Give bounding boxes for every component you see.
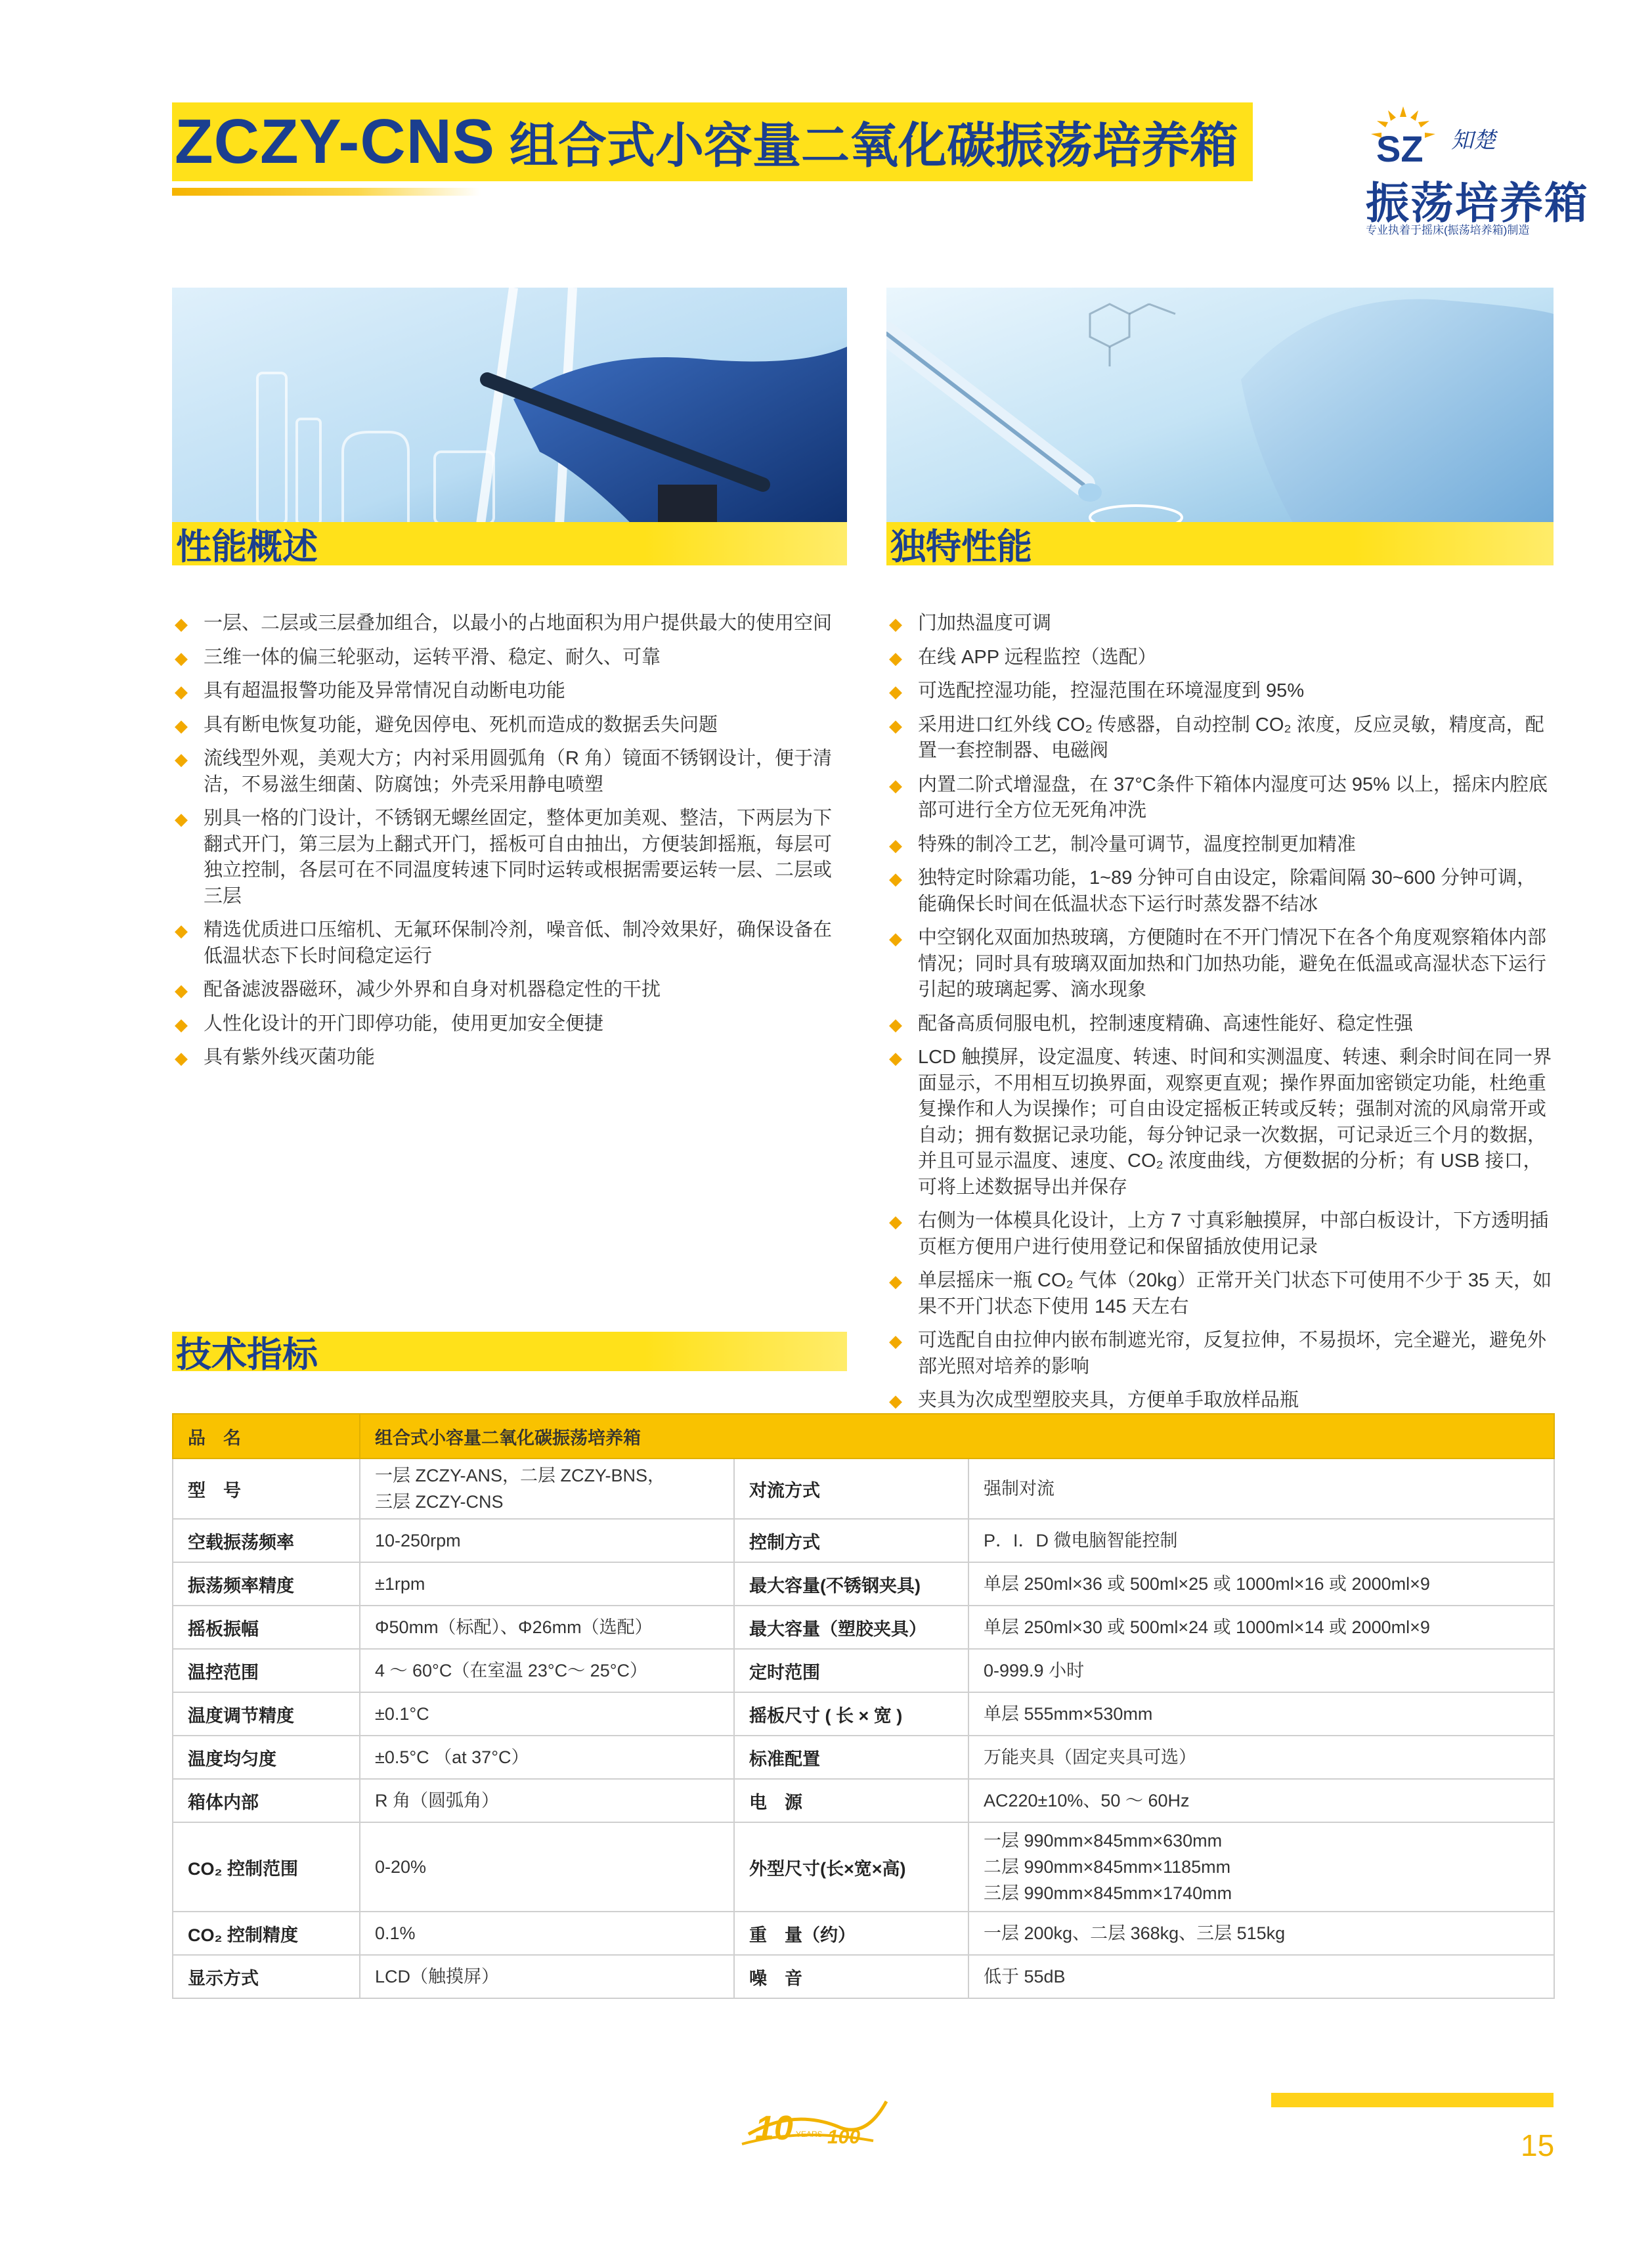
spec-value <box>360 1692 734 1736</box>
list-item <box>172 917 848 969</box>
list-item-text: 单层摇床一瓶 CO₂ 气体（20kg）正常开关门状态下可使用不少于 35 天，如果不开门状态下使用 145 天左右 <box>918 1270 1552 1317</box>
diamond-icon: ◆ <box>175 647 188 668</box>
diamond-icon: ◆ <box>175 1014 188 1034</box>
table-row <box>173 1912 1554 1955</box>
diamond-icon: ◆ <box>889 682 902 701</box>
spec-label: 外型尺寸(长×宽×高) <box>734 1822 968 1912</box>
diamond-icon: ◆ <box>889 1271 902 1291</box>
diamond-icon: ◆ <box>175 809 188 829</box>
unique-list <box>886 611 1554 1422</box>
diamond-icon: ◆ <box>175 715 188 735</box>
list-item-text: 采用进口红外线 CO₂ 传感器，自动控制 CO₂ 浓度，反应灵敏，精度高，配置一套控制器、电磁阀 <box>918 714 1544 761</box>
spec-value <box>968 1649 1554 1692</box>
table-row <box>173 1692 1554 1736</box>
brand-logo <box>1353 99 1589 236</box>
list-item-text: 配备滤波器磁环，减少外界和自身对机器稳定性的干扰 <box>204 979 661 1000</box>
list-item-text: 具有超温报警功能及异常情况自动断电功能 <box>204 680 566 701</box>
spec-value-line: 三层 ZCZY-CNS <box>375 1492 504 1512</box>
list-item-text: 精选优质进口压缩机、无氟环保制冷剂，噪音低、制冷效果好，确保设备在低温状态下长时间稳定运行 <box>204 919 833 967</box>
spec-label: 显示方式 <box>173 1955 360 1998</box>
list-item-text: 内置二阶式增湿盘，在 37°C条件下箱体内湿度可达 95% 以上，摇床内腔底部可进行全方位无死角冲洗 <box>918 774 1548 821</box>
spec-value <box>360 1649 734 1692</box>
section-title-performance: 性能概述 <box>176 527 318 567</box>
diamond-icon: ◆ <box>889 835 902 855</box>
anniversary-logo-icon <box>735 2088 893 2160</box>
section-header-spec <box>172 1332 847 1374</box>
spec-value <box>968 1736 1554 1779</box>
table-header-row <box>173 1414 1554 1458</box>
spec-value-line: 一层 ZCZY-ANS，二层 ZCZY-BNS， <box>375 1466 666 1485</box>
list-item-text: 配备高质伺服电机，控制速度精确、高速性能好、稳定性强 <box>918 1013 1414 1034</box>
page-number: 15 <box>1521 2128 1555 2162</box>
spec-label: CO₂ 控制范围 <box>173 1822 360 1912</box>
list-item-text: 别具一格的门设计，不锈钢无螺丝固定，整体更加美观、整洁，下两层为下翻式开门，第三层为上翻式开门，摇板可自由抽出，方便装卸摇瓶，每层可独立控制，各层可在不同温度转速下同时运转或根据需要运转一层、二层或三层 <box>204 808 833 907</box>
diamond-icon: ◆ <box>889 1048 902 1068</box>
list-item-text: 可选配控湿功能，控湿范围在环境湿度到 95% <box>918 680 1305 701</box>
spec-label: 噪 音 <box>734 1955 968 1998</box>
title-underline <box>172 188 481 196</box>
section-header-unique <box>886 522 1554 565</box>
spec-label: 标准配置 <box>734 1736 968 1779</box>
spec-value-line: AC220±10%、50 ～ 60Hz <box>984 1791 1190 1810</box>
diamond-icon: ◆ <box>889 775 902 795</box>
spec-value-line: ±0.1°C <box>375 1704 429 1724</box>
table-row <box>173 1955 1554 1998</box>
list-item-text: 独特定时除霜功能，1~89 分钟可自由设定，除霜间隔 30~600 分钟可调，能确保长时间在低温状态下运行时蒸发器不结冰 <box>918 867 1536 915</box>
spec-value <box>360 1458 734 1519</box>
list-item <box>172 712 848 739</box>
spec-label: 控制方式 <box>734 1519 968 1562</box>
spec-value <box>360 1606 734 1649</box>
table-row <box>173 1779 1554 1822</box>
spec-value-line: 强制对流 <box>984 1479 1054 1499</box>
list-item <box>172 1011 848 1038</box>
title-bar <box>172 102 1253 181</box>
diamond-icon: ◆ <box>889 715 902 735</box>
spec-value <box>360 1519 734 1562</box>
diamond-icon: ◆ <box>889 929 902 948</box>
spec-label: 最大容量（塑胶夹具） <box>734 1606 968 1649</box>
spec-value-line: 三层 990mm×845mm×1740mm <box>984 1883 1232 1903</box>
spec-value <box>968 1562 1554 1606</box>
list-item <box>886 1388 1554 1414</box>
list-item <box>886 611 1554 637</box>
list-item-text: 一层、二层或三层叠加组合，以最小的占地面积为用户提供最大的使用空间 <box>204 613 833 634</box>
spec-label: CO₂ 控制精度 <box>173 1912 360 1955</box>
diamond-icon: ◆ <box>175 980 188 1000</box>
list-item <box>886 832 1554 858</box>
spec-value <box>968 1822 1554 1912</box>
section-title-unique: 独特性能 <box>890 527 1032 567</box>
diamond-icon: ◆ <box>889 1331 902 1351</box>
list-item-text: 在线 APP 远程监控（选配） <box>918 646 1157 668</box>
spec-label: 摇板尺寸 ( 长 × 宽 ) <box>734 1692 968 1736</box>
list-item <box>886 1011 1554 1038</box>
spec-label: 型 号 <box>173 1458 360 1519</box>
table-row <box>173 1736 1554 1779</box>
table-row <box>173 1562 1554 1606</box>
footer-bar <box>1271 2093 1554 2107</box>
spec-value-line: P．I．D 微电脑智能控制 <box>984 1531 1178 1550</box>
spec-value-line: ±0.5°C （at 37°C） <box>375 1747 529 1767</box>
spec-value <box>360 1779 734 1822</box>
list-item-text: 特殊的制冷工艺，制冷量可调节，温度控制更加精准 <box>918 833 1357 855</box>
spec-value <box>968 1519 1554 1562</box>
list-item-text: 门加热温度可调 <box>918 613 1052 634</box>
list-item-text: 具有断电恢复功能，避免因停电、死机而造成的数据丢失问题 <box>204 714 718 735</box>
list-item <box>172 611 848 637</box>
list-item <box>886 645 1554 671</box>
brand-name: 振荡培养箱 <box>1366 179 1589 227</box>
spec-label: 对流方式 <box>734 1458 968 1519</box>
spec-value <box>968 1692 1554 1736</box>
section-header-performance <box>172 522 847 565</box>
diamond-icon: ◆ <box>175 682 188 701</box>
list-item <box>886 866 1554 917</box>
diamond-icon: ◆ <box>889 1212 902 1231</box>
list-item <box>886 712 1554 764</box>
list-item <box>886 1328 1554 1380</box>
spec-value-line: 万能夹具（固定夹具可选） <box>984 1747 1196 1767</box>
table-row <box>173 1519 1554 1562</box>
spec-value <box>968 1779 1554 1822</box>
table-row <box>173 1822 1554 1912</box>
spec-value-line: 单层 250ml×36 或 500ml×25 或 1000ml×16 或 2000ml×9 <box>984 1574 1430 1594</box>
diamond-icon: ◆ <box>175 614 188 634</box>
list-item <box>172 1045 848 1071</box>
list-item <box>886 678 1554 705</box>
spec-label: 最大容量(不锈钢夹具) <box>734 1562 968 1606</box>
table-row <box>173 1606 1554 1649</box>
table-row <box>173 1649 1554 1692</box>
list-item <box>172 806 848 909</box>
diamond-icon: ◆ <box>889 647 902 668</box>
spec-value-line: R 角（圆弧角） <box>375 1791 499 1810</box>
spec-value-line: 低于 55dB <box>984 1967 1066 1986</box>
svg-text:SZ: SZ <box>1376 128 1424 167</box>
spec-value <box>360 1562 734 1606</box>
diamond-icon: ◆ <box>175 749 188 769</box>
spec-value <box>360 1912 734 1955</box>
svg-text:YEARS: YEARS <box>796 2130 823 2139</box>
spec-value-line: 0-999.9 小时 <box>984 1661 1085 1680</box>
list-item-text: 人性化设计的开门即停功能，使用更加安全便捷 <box>204 1013 604 1034</box>
table-header-label: 品 名 <box>173 1414 360 1458</box>
spec-label: 温度均匀度 <box>173 1736 360 1779</box>
svg-text:100: 100 <box>827 2126 861 2148</box>
spec-label: 温控范围 <box>173 1649 360 1692</box>
spec-value-line: ±1rpm <box>375 1574 425 1594</box>
spec-label: 振荡频率精度 <box>173 1562 360 1606</box>
diamond-icon: ◆ <box>889 1014 902 1034</box>
section-title-spec: 技术指标 <box>176 1334 318 1374</box>
sz-logo-icon <box>1367 104 1439 167</box>
diamond-icon: ◆ <box>889 869 902 888</box>
spec-value-line: 单层 250ml×30 或 500ml×24 或 1000ml×14 或 2000ml×9 <box>984 1617 1430 1637</box>
spec-value-line: 单层 555mm×530mm <box>984 1704 1153 1724</box>
performance-list <box>172 611 848 1079</box>
spec-value <box>968 1606 1554 1649</box>
anniversary-logo <box>735 2088 893 2160</box>
list-item <box>886 1208 1554 1260</box>
lab-photo-left <box>172 288 847 524</box>
list-item-text: 夹具为次成型塑胶夹具，方便单手取放样品瓶 <box>918 1390 1299 1411</box>
spec-value-line: 0-20% <box>375 1857 427 1877</box>
list-item <box>172 746 848 798</box>
list-item <box>886 925 1554 1003</box>
svg-text:10: 10 <box>755 2109 793 2147</box>
spec-table <box>172 1413 1555 1999</box>
table-header-value: 组合式小容量二氧化碳振荡培养箱 <box>360 1414 1554 1458</box>
spec-value <box>360 1955 734 1998</box>
spec-label: 电 源 <box>734 1779 968 1822</box>
spec-value-line: 一层 200kg、二层 368kg、三层 515kg <box>984 1923 1286 1943</box>
brand-slogan: 专业执着于摇床(振荡培养箱)制造 <box>1366 224 1530 236</box>
list-item <box>172 645 848 671</box>
spec-value-line: 10-250rpm <box>375 1531 461 1550</box>
spec-value <box>360 1736 734 1779</box>
list-item <box>172 678 848 705</box>
spec-label: 温度调节精度 <box>173 1692 360 1736</box>
diamond-icon: ◆ <box>175 1048 188 1068</box>
spec-value <box>968 1912 1554 1955</box>
spec-label: 摇板振幅 <box>173 1606 360 1649</box>
spec-value-line: 一层 990mm×845mm×630mm <box>984 1831 1223 1851</box>
diamond-icon: ◆ <box>889 1391 902 1411</box>
diamond-icon: ◆ <box>175 921 188 940</box>
diamond-icon: ◆ <box>889 614 902 634</box>
spec-label: 重 量（约） <box>734 1912 968 1955</box>
page-title-name: 组合式小容量二氧化碳振荡培养箱 <box>510 118 1238 173</box>
list-item-text: 流线型外观，美观大方；内衬采用圆弧角（R 角）镜面不锈钢设计，便于清洁，不易滋生细菌、防腐蚀；外壳采用静电喷塑 <box>204 748 833 795</box>
spec-value-line: 0.1% <box>375 1923 416 1943</box>
spec-value <box>968 1458 1554 1519</box>
spec-value-line: LCD（触摸屏） <box>375 1967 500 1986</box>
list-item-text: 具有紫外线灭菌功能 <box>204 1047 376 1068</box>
list-item <box>172 977 848 1003</box>
spec-value-line: Φ50mm（标配）、Φ26mm（选配） <box>375 1617 653 1637</box>
spec-value <box>968 1955 1554 1998</box>
page-title-model: ZCZY-CNS <box>175 106 495 177</box>
spec-label: 箱体内部 <box>173 1779 360 1822</box>
list-item <box>886 1268 1554 1320</box>
list-item-text: LCD 触摸屏，设定温度、转速、时间和实测温度、转速、剩余时间在同一界面显示，不用相互切换界面，观察更直观；操作界面加密锁定功能，杜绝重复操作和人为误操作；可自由设定摇板正转或反转；强制对流的风扇常开或自动；拥有数据记录功能，每分钟记录一次数据，可记录近三个月的数据，并且可显示温度、速度、CO₂ 浓度曲线，方便数据的分析；有 USB 接口，可将上述数据导出并保存 <box>918 1047 1552 1198</box>
brand-small-text: 知楚 <box>1451 127 1496 154</box>
list-item-text: 三维一体的偏三轮驱动，运转平滑、稳定、耐久、可靠 <box>204 646 661 668</box>
list-item-text: 右侧为一体模具化设计，上方 7 寸真彩触摸屏，中部白板设计，下方透明插页框方便用户进行使用登记和保留插放使用记录 <box>918 1210 1549 1258</box>
list-item-text: 中空钢化双面加热玻璃，方便随时在不开门情况下在各个角度观察箱体内部情况；同时具有玻璃双面加热和门加热功能，避免在低温或高湿状态下运行引起的玻璃起雾、滴水现象 <box>918 927 1547 1000</box>
lab-photo-right <box>886 288 1554 524</box>
table-row <box>173 1458 1554 1519</box>
spec-value <box>360 1822 734 1912</box>
spec-value-line: 二层 990mm×845mm×1185mm <box>984 1857 1231 1877</box>
list-item-text: 可选配自由拉伸内嵌布制遮光帘，反复拉伸，不易损坏，完全避光，避免外部光照对培养的影响 <box>918 1330 1547 1377</box>
spec-label: 定时范围 <box>734 1649 968 1692</box>
list-item <box>886 1045 1554 1200</box>
spec-label: 空载振荡频率 <box>173 1519 360 1562</box>
spec-value-line: 4 ～ 60°C（在室温 23°C～ 25°C） <box>375 1661 648 1680</box>
list-item <box>886 772 1554 824</box>
